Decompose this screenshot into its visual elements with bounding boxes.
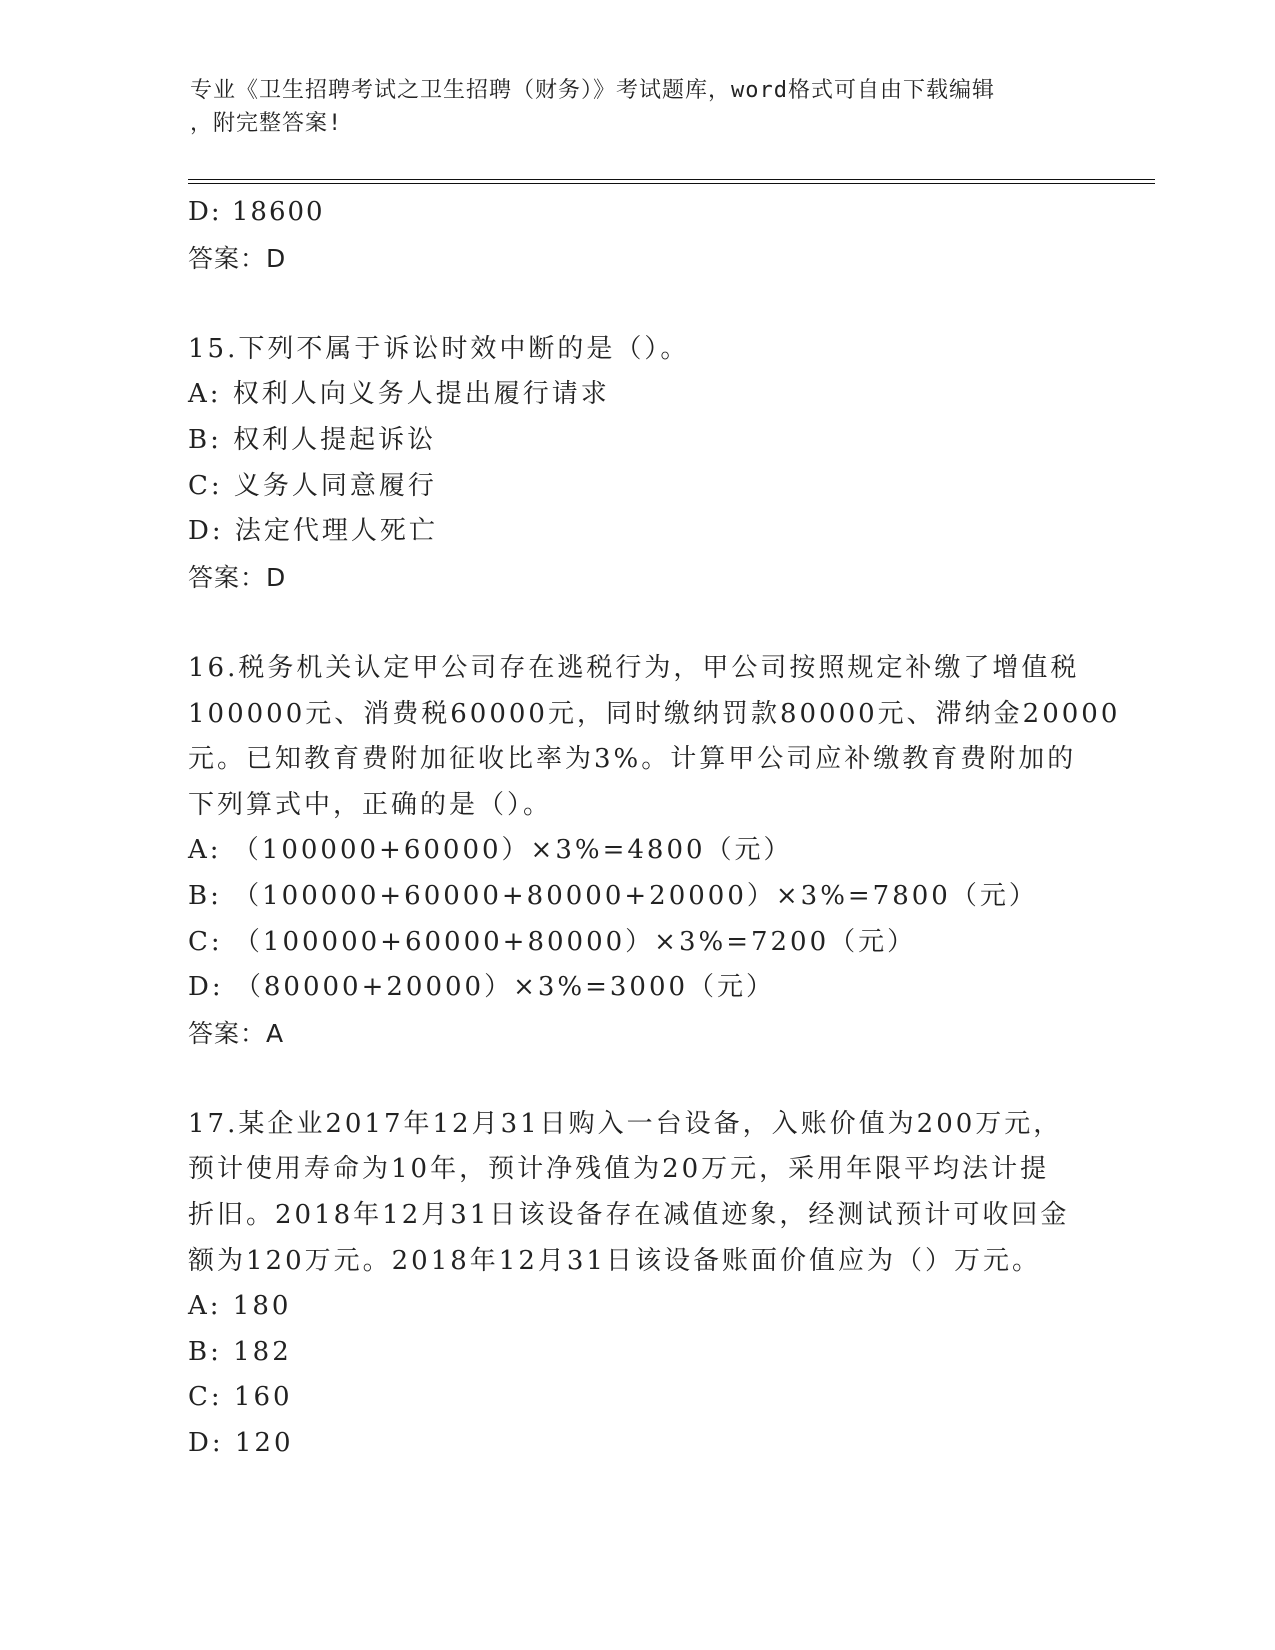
- question-stem-line-4: 下列算式中，正确的是（）。: [188, 789, 553, 820]
- spacer: [188, 1056, 1088, 1102]
- prev-question-answer: 答案：D: [188, 243, 287, 273]
- document-header: [190, 74, 1090, 140]
- answer: 答案：D: [188, 562, 287, 592]
- option-a: A: （100000+60000）×3%=4800（元）: [188, 835, 793, 866]
- header-divider-top: [188, 179, 1155, 180]
- question-stem-line-1: 16.税务机关认定甲公司存在逃税行为，甲公司按照规定补缴了增值税: [188, 652, 1080, 683]
- question-stem-line-3: 元。已知教育费附加征收比率为3%。计算甲公司应补缴教育费附加的: [188, 744, 1077, 775]
- header-title-line-1: 专业《卫生招聘考试之卫生招聘（财务）》考试题库，word格式可自由下载编辑: [190, 78, 995, 103]
- option-c: C: 160: [188, 1382, 293, 1413]
- option-c: C: 义务人同意履行: [188, 470, 437, 501]
- option-d: D: 法定代理人死亡: [188, 516, 438, 547]
- question-stem: 15.下列不属于诉讼时效中断的是（）。: [188, 333, 690, 364]
- option-b: B: 权利人提起诉讼: [188, 424, 437, 455]
- question-stem-line-3: 折旧。2018年12月31日该设备存在减值迹象，经测试预计可收回金: [188, 1200, 1070, 1231]
- spacer: [188, 600, 1088, 646]
- question-17: [188, 1102, 1088, 1467]
- question-stem-line-4: 额为120万元。2018年12月31日该设备账面价值应为（）万元。: [188, 1245, 1041, 1276]
- option-b: B: 182: [188, 1336, 292, 1367]
- option-c: C: （100000+60000+80000）×3%=7200（元）: [188, 926, 917, 957]
- option-a: A: 180: [188, 1291, 292, 1322]
- prev-question-option-d: D: 18600: [188, 197, 325, 227]
- question-list: [188, 190, 1121, 1467]
- header-divider-bottom: [188, 183, 1155, 184]
- header-title-line-2: ，附完整答案!: [190, 111, 343, 136]
- spacer: [188, 281, 1088, 327]
- option-d: D: 120: [188, 1428, 294, 1459]
- answer: 答案：A: [188, 1018, 285, 1048]
- question-16: [188, 646, 1121, 1056]
- question-stem-line-2: 100000元、消费税60000元，同时缴纳罚款80000元、滞纳金20000: [188, 698, 1121, 729]
- question-stem-line-2: 预计使用寿命为10年，预计净残值为20万元，采用年限平均法计提: [188, 1154, 1050, 1185]
- question-stem-line-1: 17.某企业2017年12月31日购入一台设备，入账价值为200万元，: [188, 1108, 1063, 1139]
- option-a: A: 权利人向义务人提出履行请求: [188, 379, 610, 410]
- option-b: B: （100000+60000+80000+20000）×3%=7800（元）: [188, 880, 1038, 911]
- question-15: [188, 327, 1088, 601]
- option-d: D: （80000+20000）×3%=3000（元）: [188, 972, 776, 1003]
